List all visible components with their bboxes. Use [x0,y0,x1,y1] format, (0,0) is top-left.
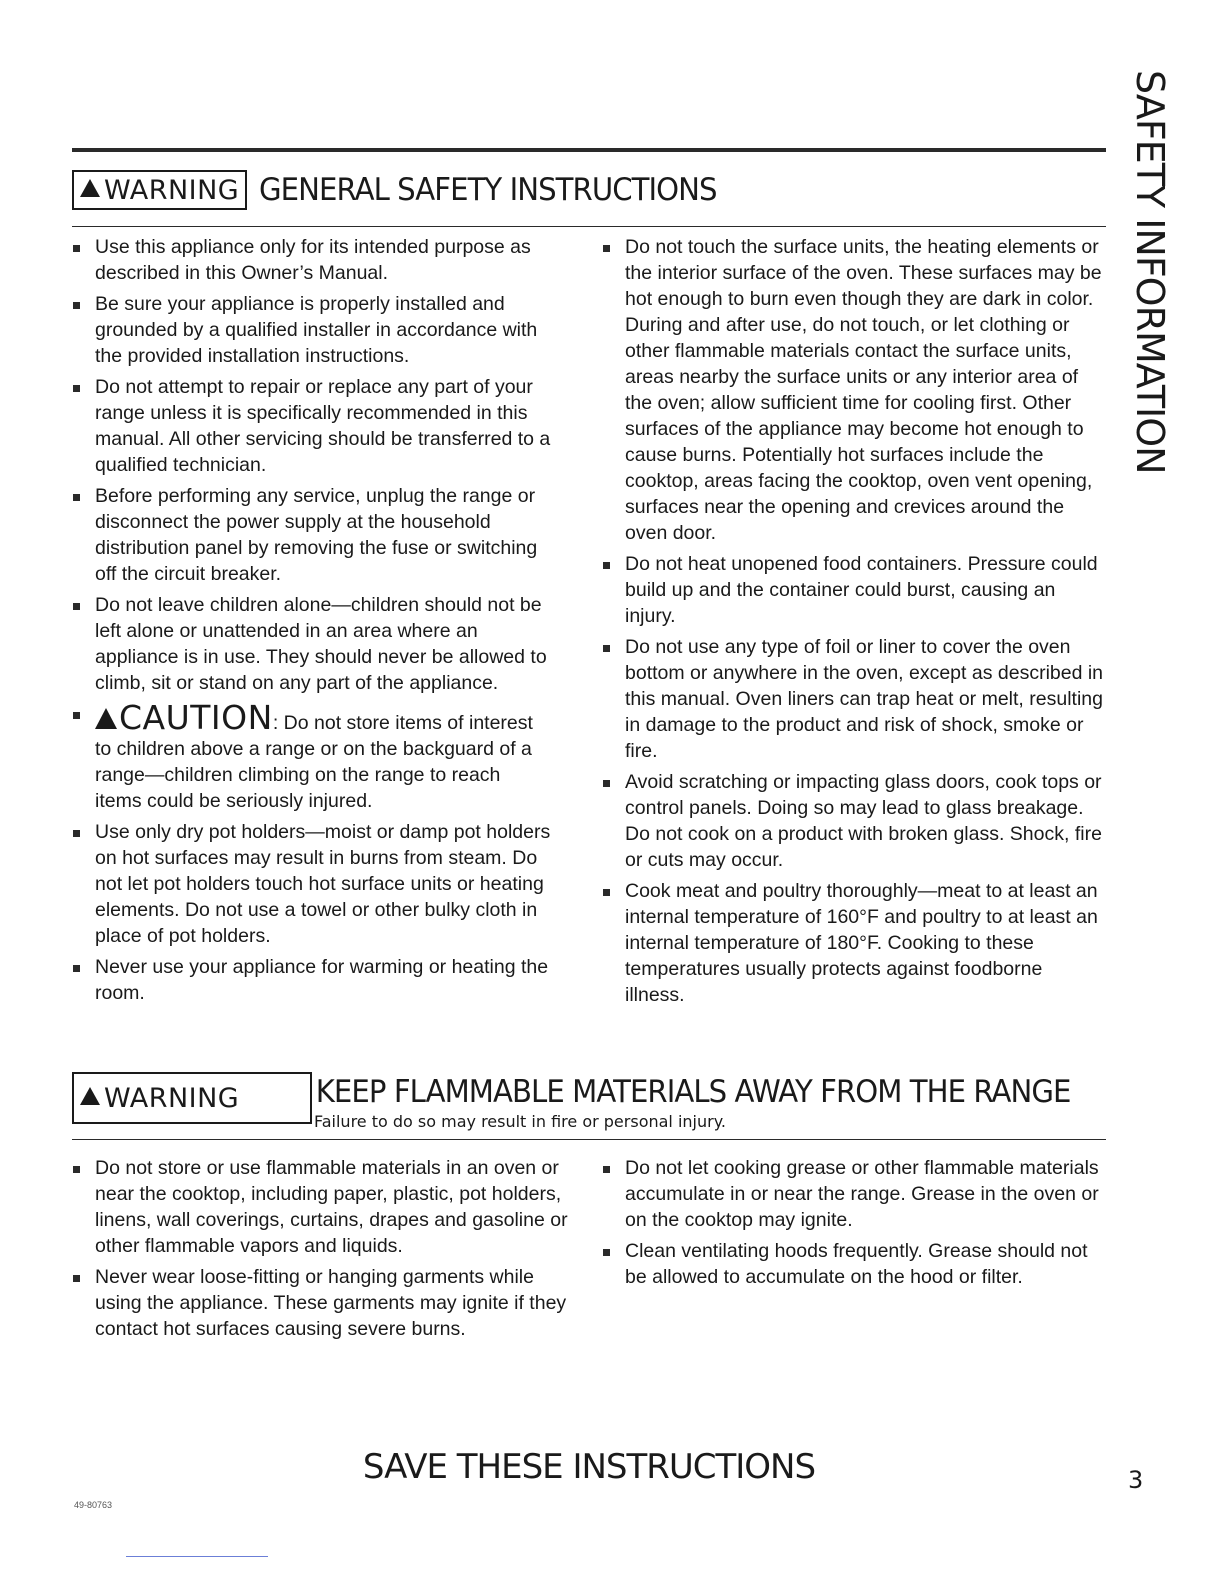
list-item: Do not touch the surface units, the heating elements or the interior surface of the oven. These surfaces may be hot enough to burn even though they are dark in color. During and after use, do not touch, or let clothing or other flammable materials contact the surface units, areas nearby the surface units or any interior area of the oven; allow sufficient time for cooling first. Other surfaces of the appliance may become hot enough to cause burns. Potentially hot surfaces include the cooktop, areas facing the cooktop, oven vent opening, surfaces near the opening and crevices around the oven door. [602,234,1106,546]
general-safety-header [72,170,746,210]
list-item: Use only dry pot holders—moist or damp pot holders on hot surfaces may result in burns from steam. Do not let pot holders touch hot surface units or heating elements. Do not use a towel or other bulky cloth in place of pot holders. [72,819,552,949]
section-title: KEEP FLAMMABLE MATERIALS AWAY FROM THE RANGE [315,1074,1071,1110]
caution-text: : Do not store items of interest to children above a range or on the backguard of a range—children climbing on the range to reach items could be seriously injured. [95,712,533,812]
section-subtitle: Failure to do so may result in fire or personal injury. [314,1112,726,1131]
caution-item [72,698,552,814]
list-item: Before performing any service, unplug the range or disconnect the power supply at the household distribution panel by removing the fuse or switching off the circuit breaker. [72,483,552,587]
list-item: Use this appliance only for its intended purpose as described in this Owner’s Manual. [72,234,552,286]
list-item: Do not store or use flammable materials in an oven or near the cooktop, including paper, plastic, pot holders, linens, wall coverings, curtains, drapes and gasoline or other flammable vapors and liquids. [72,1155,582,1259]
list-item: Avoid scratching or impacting glass doors, cook tops or control panels. Doing so may lead to glass breakage. Do not cook on a product with broken glass. Shock, fire or cuts may occur. [602,769,1106,873]
save-instructions: SAVE THESE INSTRUCTIONS [362,1447,816,1487]
warning-box [72,170,247,210]
flammable-right-column [602,1155,1112,1295]
list-item: Never wear loose-fitting or hanging garments while using the appliance. These garments may ignite if they contact hot surfaces causing severe burns. [72,1264,582,1342]
warning-label: WARNING [104,174,240,206]
list-item: Do not heat unopened food containers. Pressure could build up and the container could burst, causing an injury. [602,551,1106,629]
list-item: Be sure your appliance is properly installed and grounded by a qualified installer in accordance with the provided installation instructions. [72,291,552,369]
warning-label: WARNING [104,1082,240,1114]
flammable-header [72,1072,1119,1131]
list-item: Cook meat and poultry thoroughly—meat to at least an internal temperature of 160°F and poultry to at least an internal temperature of 180°F. Cooking to these temperatures usually protects against foodborne illness. [602,878,1106,1008]
list-item: Never use your appliance for warming or heating the room. [72,954,552,1006]
warning-box [72,1072,312,1124]
link-underline [126,1556,268,1557]
section-rule [72,1139,1106,1140]
list-item: Do not leave children alone—children should not be left alone or unattended in an area where an appliance is in use. They should never be allowed to climb, sit or stand on any part of the appliance. [72,592,552,696]
caution-triangle-icon [95,708,117,729]
document-code: 49-80763 [74,1500,113,1510]
section-rule [72,226,1106,227]
flammable-title-group [312,1072,1119,1131]
top-rule [72,148,1106,152]
list-item: Do not use any type of foil or liner to cover the oven bottom or anywhere in the oven, except as described in this manual. Oven liners can trap heat or melt, resulting in damage to the product and risk of shock, smoke or fire. [602,634,1106,764]
warning-triangle-icon [80,179,100,197]
list-item: Clean ventilating hoods frequently. Grease should not be allowed to accumulate on the hood or filter. [602,1238,1112,1290]
caution-label: CAUTION [119,698,273,737]
warning-triangle-icon [80,1087,100,1105]
general-left-column [72,234,552,1011]
section-title: GENERAL SAFETY INSTRUCTIONS [259,172,717,208]
side-tab [1115,70,1185,490]
list-item: Do not let cooking grease or other flammable materials accumulate in or near the range. Grease in the oven or on the cooktop may ignite. [602,1155,1112,1233]
list-item: Do not attempt to repair or replace any part of your range unless it is specifically recommended in this manual. All other servicing should be transferred to a qualified technician. [72,374,552,478]
page-number: 3 [1128,1466,1144,1494]
general-right-column [602,234,1106,1013]
flammable-left-column [72,1155,582,1347]
side-tab-label: SAFETY INFORMATION [1128,70,1172,474]
